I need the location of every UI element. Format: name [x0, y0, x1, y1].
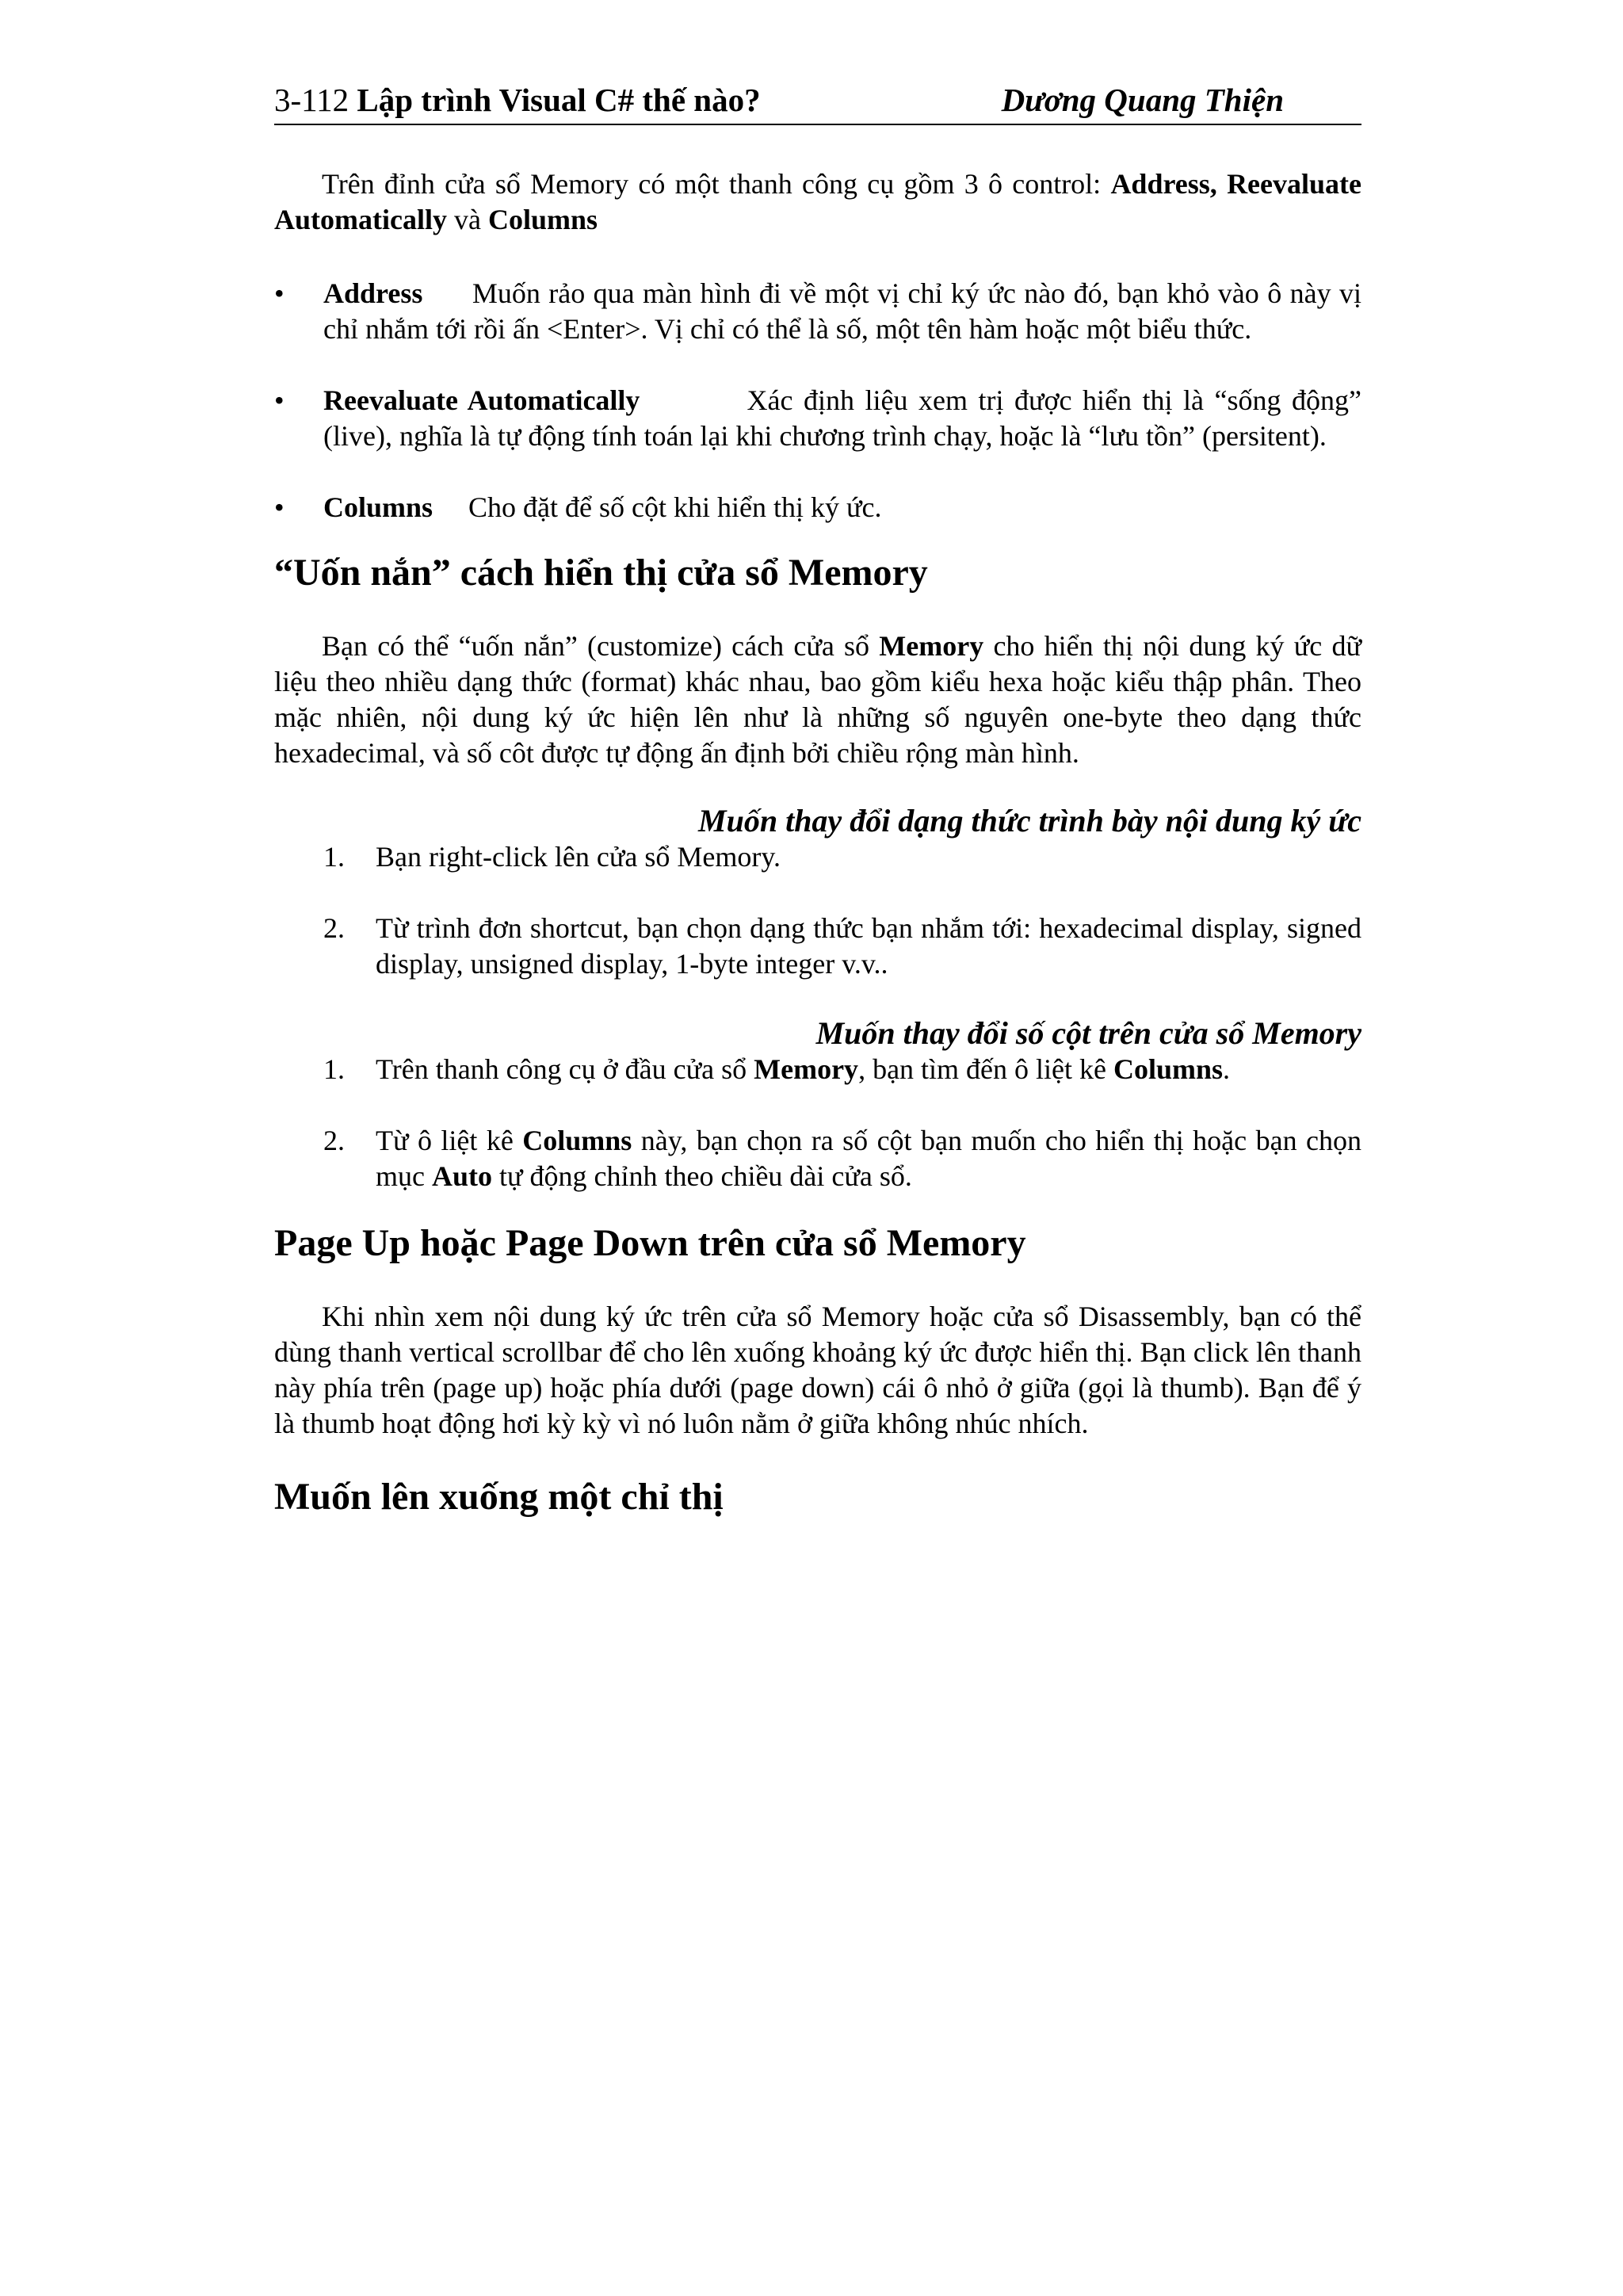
bullet-columns	[274, 490, 1361, 525]
book-title: Lập trình Visual C# thế nào?	[357, 82, 761, 118]
step-text: tự động chỉnh theo chiều dài cửa sổ.	[492, 1160, 912, 1192]
step-number: 1.	[323, 841, 345, 873]
step-text: , bạn tìm đến ô liệt kê	[858, 1053, 1113, 1085]
section-heading-page-up-down: Page Up hoặc Page Down trên cửa sổ Memory	[274, 1222, 1026, 1264]
step-text: Bạn right-click lên cửa sổ Memory.	[376, 841, 781, 873]
customize-text-c: cho hiển thị nội dung ký ức dữ liệu theo nhiều dạng thức (format) khác nhau, bao gồm kiểu hexa hoặc kiểu thập phân. Theo mặc nhiên, nội dung ký ức hiện lên như là những số nguyên one-byte theo dạng thức hexadecimal, và số côt được tự động ấn định bởi chiều rộng màn hình.	[274, 630, 1362, 769]
step-text: này, bạn chọn ra số cột bạn muốn cho hiển thị hoặc bạn chọn mục	[376, 1125, 1361, 1192]
procedure2-step-2	[274, 1123, 1361, 1194]
intro-address-term: Address,	[1110, 168, 1217, 200]
intro-columns-term: Columns	[487, 204, 598, 235]
step-text: Từ ô liệt kê	[376, 1125, 523, 1156]
section-heading-step-instruction: Muốn lên xuống một chỉ thị	[274, 1476, 724, 1518]
bullet-text: Muốn rảo qua màn hình đi về một vị chỉ ký ức nào đó, bạn khỏ vào ô này vị chỉ nhắm tới rồi ấn <Enter>. Vị chỉ có thể là số, một tên hàm hoặc một biểu thức.	[323, 277, 1362, 345]
author-name: Dương Quang Thiện	[1001, 82, 1284, 118]
page-header	[274, 76, 1361, 125]
procedure-heading-format: Muốn thay đổi dạng thức trình bày nội dung ký ức	[698, 803, 1361, 839]
step-text: .	[1223, 1053, 1231, 1085]
header-left	[274, 76, 761, 124]
step-number: 1.	[323, 1053, 345, 1085]
intro-paragraph	[274, 166, 1361, 238]
bullet-address	[274, 276, 1361, 347]
procedure1-step-2	[274, 911, 1361, 982]
procedure-heading-columns: Muốn thay đổi số cột trên cửa sổ Memory	[815, 1015, 1361, 1051]
intro-text: Trên đỉnh cửa sổ Memory có một thanh công cụ gồm 3 ô control:	[322, 168, 1111, 200]
step-text: Từ trình đơn shortcut, bạn chọn dạng thức bạn nhắm tới: hexadecimal display, signed display, unsigned display, 1-byte integer v.v..	[376, 912, 1361, 980]
intro-reevaluate-term: Reevaluate Automatically	[274, 168, 1362, 235]
step-auto-term: Auto	[431, 1160, 492, 1192]
page-number: 3-112	[274, 82, 349, 118]
step-memory-term: Memory	[754, 1053, 859, 1085]
step-columns-term: Columns	[522, 1125, 632, 1156]
step-text: Trên thanh công cụ ở đầu cửa sổ	[376, 1053, 754, 1085]
bullet-dot: •	[274, 491, 285, 523]
procedure1-step-1	[274, 839, 1361, 875]
customize-memory-term: Memory	[879, 630, 984, 662]
procedure2-step-1	[274, 1052, 1361, 1087]
bullet-text: Cho đặt để số cột khi hiển thị ký ức.	[468, 491, 882, 523]
customize-text-a: Bạn có thể “uốn nắn” (customize) cách cửa sổ	[322, 630, 880, 662]
customize-paragraph	[274, 628, 1361, 771]
step-number: 2.	[323, 912, 345, 944]
bullet-term: Columns	[323, 491, 433, 523]
bullet-term: Reevaluate Automatically	[323, 384, 640, 416]
bullet-dot: •	[274, 277, 285, 309]
page-up-down-paragraph: Khi nhìn xem nội dung ký ức trên cửa sổ Memory hoặc cửa sổ Disassembly, bạn có thể dùng thanh vertical scrollbar để cho lên xuống khoảng ký ức được hiển thị. Bạn click lên thanh này phía trên (page up) hoặc phía dưới (page down) cái ô nhỏ ở giữa (gọi là thumb). Bạn để ý là thumb hoạt động hơi kỳ kỳ vì nó luôn nằm ở giữa không nhúc nhích.	[274, 1301, 1361, 1439]
bullet-term: Address	[323, 277, 423, 309]
step-columns-term: Columns	[1113, 1053, 1224, 1085]
bullet-dot: •	[274, 384, 285, 416]
section-heading-customize: “Uốn nắn” cách hiển thị cửa sổ Memory	[274, 552, 928, 594]
intro-and: và	[446, 204, 488, 235]
bullet-text: Xác định liệu xem trị được hiển thị là “sống động” (live), nghĩa là tự động tính toán lại khi chương trình chạy, hoặc là “lưu tồn” (persitent).	[323, 384, 1361, 452]
bullet-reevaluate	[274, 383, 1361, 454]
page-content	[274, 166, 1361, 1521]
step-number: 2.	[323, 1125, 345, 1156]
